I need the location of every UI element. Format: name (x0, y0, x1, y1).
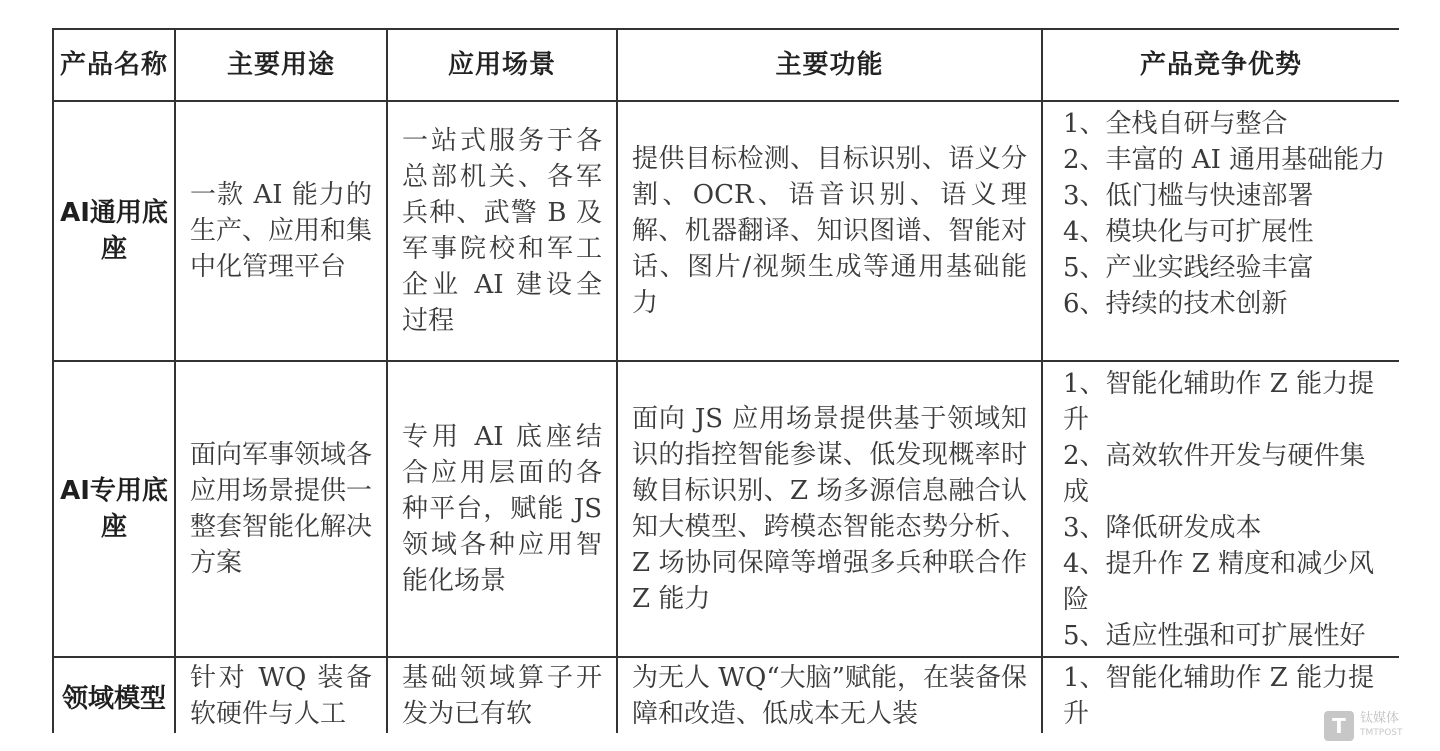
advantage-item: 1、全栈自研与整合 (1063, 109, 1288, 139)
row-usage: 面向军事领域各应用场景提供一整套智能化解决方案 (175, 361, 387, 657)
header-main-usage: 主要用途 (175, 29, 387, 101)
row-advantages (1042, 361, 1399, 657)
advantage-item: 3、降低研发成本 (1063, 513, 1262, 543)
row-usage: 一款 AI 能力的生产、应用和集中化管理平台 (175, 101, 387, 361)
product-comparison-table (52, 28, 1399, 733)
row-usage: 针对 WQ 装备软硬件与人工 (175, 657, 387, 733)
row-functions: 面向 JS 应用场景提供基于领域知识的指控智能参谋、低发现概率时敏目标识别、Z 场多源信息融合认知大模型、跨模态智能态势分析、Z 场协同保障等增强多兵种联合作 Z 能力 (617, 361, 1042, 657)
advantage-item: 4、模块化与可扩展性 (1063, 217, 1314, 247)
row-functions: 为无人 WQ“大脑”赋能，在装备保障和改造、低成本无人装 (617, 657, 1042, 733)
row-advantages (1042, 101, 1399, 361)
advantage-item: 1、智能化辅助作 Z 能力提升 (1063, 663, 1375, 729)
watermark-subtext: TMTPOST (1360, 728, 1403, 738)
row-scenario: 基础领域算子开发为已有软 (387, 657, 617, 733)
header-main-functions: 主要功能 (617, 29, 1042, 101)
advantage-item: 6、持续的技术创新 (1063, 289, 1288, 319)
advantage-item: 5、适应性强和可扩展性好 (1063, 621, 1366, 651)
row-product-name: AI通用底座 (53, 101, 175, 361)
table-row (53, 101, 1399, 361)
advantage-item: 4、提升作 Z 精度和减少风险 (1063, 549, 1375, 615)
watermark-logo-icon: T (1324, 711, 1354, 741)
header-application-scenario: 应用场景 (387, 29, 617, 101)
table-row (53, 657, 1399, 733)
advantage-item: 2、丰富的 AI 通用基础能力 (1063, 145, 1386, 175)
row-scenario: 专用 AI 底座结合应用层面的各种平台，赋能 JS 领域各种应用智能化场景 (387, 361, 617, 657)
tmtpost-watermark (1324, 711, 1434, 741)
advantage-item: 1、智能化辅助作 Z 能力提升 (1063, 369, 1375, 435)
table-row (53, 361, 1399, 657)
header-competitive-advantages: 产品竞争优势 (1042, 29, 1399, 101)
row-product-name: 领域模型 (53, 657, 175, 733)
advantage-item: 2、高效软件开发与硬件集成 (1063, 441, 1366, 507)
table-header-row (53, 29, 1399, 101)
header-product-name: 产品名称 (53, 29, 175, 101)
product-table-container (52, 28, 1399, 733)
watermark-text: 钛媒体 (1360, 711, 1400, 726)
row-product-name: AI专用底座 (53, 361, 175, 657)
row-functions: 提供目标检测、目标识别、语义分割、OCR、语音识别、语义理解、机器翻译、知识图谱、智能对话、图片/视频生成等通用基础能力 (617, 101, 1042, 361)
advantage-item: 3、低门槛与快速部署 (1063, 181, 1314, 211)
row-scenario: 一站式服务于各总部机关、各军兵种、武警 B 及军事院校和军工企业 AI 建设全过程 (387, 101, 617, 361)
advantage-item: 5、产业实践经验丰富 (1063, 253, 1314, 283)
